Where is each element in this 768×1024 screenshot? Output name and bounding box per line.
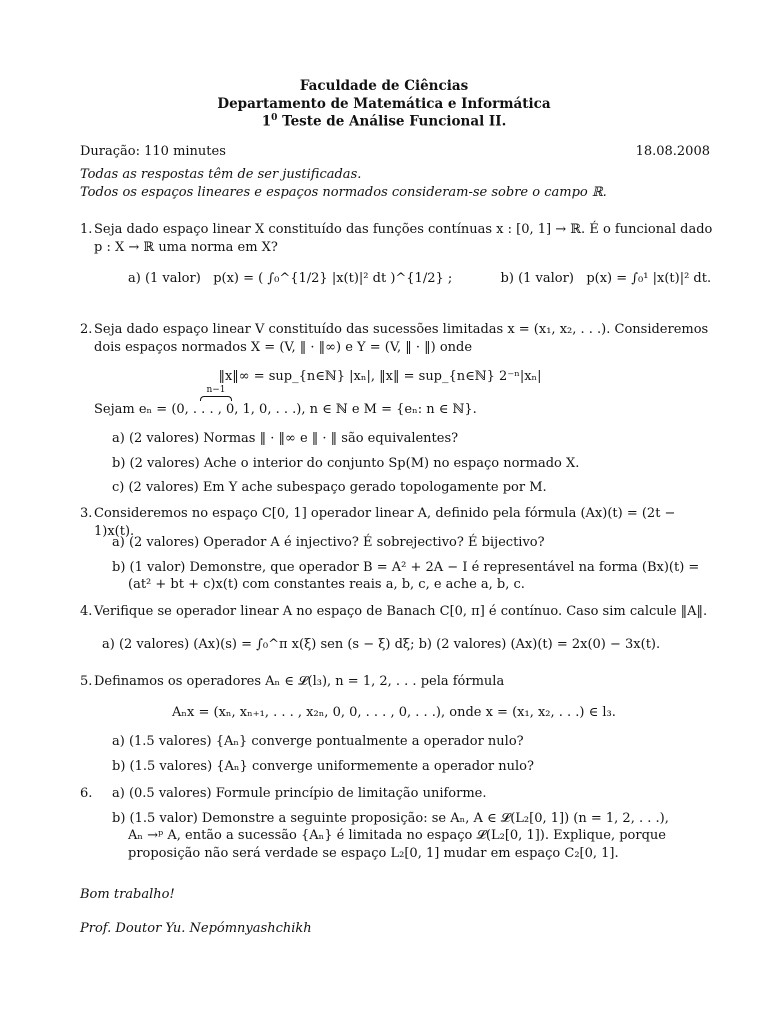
q6-b-3: proposição não será verdade se espaço L₂[0, 1] mudar em espaço C₂[0, 1]. (128, 845, 619, 861)
q4-options (102, 636, 738, 654)
exam-title: $1^0$ Teste de Análise Funcional II. (261, 113, 507, 130)
question-6: 6. a) (0.5 valores) Formule princípio de limitação uniforme. b) (1.5 valor) Demonstre a seguinte proposição: se Aₙ, A ∈ 𝓛(L₂[0, 1]) (n = 1, 2, . . .), Aₙ →ᵖ A, então a sucessão {Aₙ} é limitada no espaço 𝓛(L₂[0, 1]). Explique, porque proposição não será verdade se espaço L₂[0, 1] mudar em espaço C₂[0, 1]. (80, 785, 716, 862)
q1-options (128, 270, 764, 288)
q6-b-1: b) (1.5 valor) Demonstre a seguinte proposição: se Aₙ, A ∈ 𝓛(L₂[0, 1]) (n = 1, 2, . . .), (112, 810, 669, 826)
question-5: 5. Definamos os operadores Aₙ ∈ 𝓛(l₃), n = 1, 2, . . . pela fórmula (80, 673, 716, 691)
q5-text: Definamos os operadores Aₙ ∈ 𝓛(l₃), n = 1, 2, . . . pela fórmula (94, 674, 505, 689)
q2-subquestions (80, 430, 716, 497)
q1-a-formula: p(x) = ( ∫₀^{1/2} |x(t)|² dt )^{1/2} ; (213, 271, 453, 286)
q5-b: b) (1.5 valores) {Aₙ} converge uniformemente a operador nulo? (112, 758, 534, 774)
question-3: 3. Consideremos no espaço C[0, 1] operador linear A, definido pela fórmula (Ax)(t) = (2t − 1)x(t). (80, 505, 716, 540)
q2-norms: ‖x‖∞ = sup_{n∈ℕ} |xₙ|, ‖x‖ = sup_{n∈ℕ} 2⁻ⁿ|xₙ| (218, 369, 542, 384)
q2-text-2: dois espaços normados X = (V, ‖ · ‖∞) e Y = (V, ‖ · ‖) onde (94, 339, 473, 355)
q4-a: a) (2 valores) (Ax)(s) = ∫₀^π x(ξ) sen (s − ξ) dξ; (102, 637, 415, 652)
department-name: Departamento de Matemática e Informática (217, 95, 551, 112)
note-justify: Todas as respostas têm de ser justificadas. (80, 167, 362, 182)
question-2: 2. Seja dado espaço linear V constituído das sucessões limitadas x = (x₁, x₂, . . .). Consideremos dois espaços normados X = (V, ‖ · ‖∞) e Y = (V, ‖ · ‖) onde (80, 321, 716, 356)
question-4: 4. Verifique se operador linear A no espaço de Banach C[0, π] é contínuo. Caso sim calcule ‖A‖. (80, 603, 716, 621)
q3-a: a) (2 valores) Operador A é injectivo? É sobrejectivo? É bijectivo? (112, 535, 545, 550)
question-1: 1. Seja dado espaço linear X constituído das funções contínuas x : [0, 1] → ℝ. É o funcional dado p : X → ℝ uma norma em X? (80, 221, 716, 256)
q3-text: Consideremos no espaço C[0, 1] operador linear A, definido pela fórmula (Ax)(t) = (2t − 1)x(t). (94, 506, 676, 539)
q4-b: b) (2 valores) (Ax)(t) = 2x(0) − 3x(t). (418, 637, 661, 652)
q5-a: a) (1.5 valores) {Aₙ} converge pontualmente a operador nulo? (112, 734, 524, 749)
q6-a: a) (0.5 valores) Formule princípio de limitação uniforme. (112, 786, 487, 801)
q5-subquestions (80, 733, 716, 775)
q1-text-1: Seja dado espaço linear X constituído das funções contínuas x : [0, 1] → ℝ. É o funcional dado (94, 222, 713, 237)
q2-brace-label: n−1 (206, 385, 226, 395)
q3-b-1: b) (1 valor) Demonstre, que operador B = A² + 2A − I é representável na forma (Bx)(t) = (112, 559, 700, 575)
q2-c: c) (2 valores) Em Y ache subespaço gerado topologamente por M. (112, 480, 547, 496)
q2-b: b) (2 valores) Ache o interior do conjunto Sp(M) no espaço normado X. (112, 455, 580, 471)
good-luck: Bom trabalho! (80, 887, 175, 902)
note-field: Todos os espaços lineares e espaços normados consideram-se sobre o campo ℝ. (80, 185, 607, 200)
q1-text-2: p : X → ℝ uma norma em X? (94, 239, 278, 255)
q6-b-2: Aₙ →ᵖ A, então a sucessão {Aₙ} é limitada no espaço 𝓛(L₂[0, 1]). Explique, porque (128, 828, 666, 844)
q2-a: a) (2 valores) Normas ‖ · ‖∞ e ‖ · ‖ são equivalentes? (112, 431, 459, 446)
signature: Prof. Doutor Yu. Nepómnyashchikh (80, 921, 312, 936)
q3-subquestions (80, 534, 716, 594)
duration: Duração: 110 minutes (80, 144, 226, 159)
q5-formula: Aₙx = (xₙ, xₙ₊₁, . . . , x₂ₙ, 0, 0, . . . , 0, . . .), onde x = (x₁, x₂, . . .) ∈ l₃. (172, 705, 616, 720)
q1-a-label: a) (1 valor) (128, 271, 201, 286)
q4-text: Verifique se operador linear A no espaço de Banach C[0, π] é contínuo. Caso sim calcule ‖A‖. (94, 604, 708, 619)
q1-b-label: b) (1 valor) (500, 271, 574, 286)
faculty-name: Faculdade de Ciências (299, 78, 469, 94)
meta-row (80, 143, 710, 161)
q2-text-1: Seja dado espaço linear V constituído das sucessões limitadas x = (x₁, x₂, . . .). Consideremos (94, 322, 709, 337)
exam-date: 18.08.2008 (635, 144, 710, 159)
q2-sejam: Sejam eₙ = (0, . . . , 0, 1, 0, . . .), n ∈ ℕ e M = {eₙ: n ∈ ℕ}. (94, 402, 477, 417)
exam-header (0, 78, 768, 131)
q1-b-formula: p(x) = ∫₀¹ |x(t)|² dt. (586, 271, 712, 286)
q3-b-2: (at² + bt + c)x(t) com constantes reais a, b, c, e ache a, b, c. (128, 577, 525, 593)
